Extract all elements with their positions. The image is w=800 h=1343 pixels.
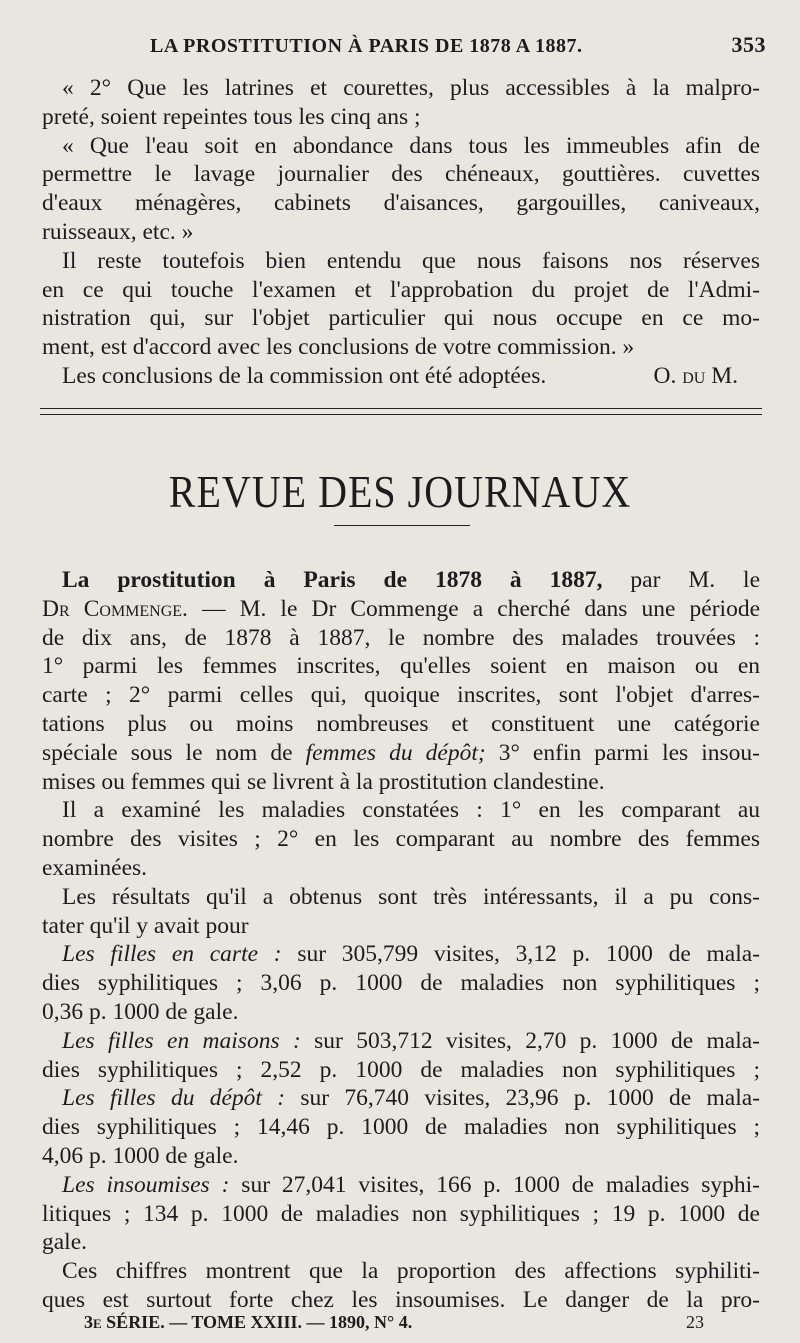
double-rule-bottom: [40, 414, 762, 415]
text-line: tations plus ou moins nombreuses et constituent une catégorie: [42, 710, 760, 737]
stat-label: Les filles en maisons :: [62, 1027, 301, 1054]
article-author: Dr Commenge.: [42, 595, 188, 622]
stat-label: Les filles en carte :: [62, 941, 282, 968]
conclusion-text: Les conclusions de la commission ont été adoptées.: [62, 362, 547, 389]
text-segment: spéciale sous le nom de: [42, 739, 293, 766]
text-line: Ces chiffres montrent que la proportion des affections syphiliti-: [62, 1258, 760, 1285]
text-line: ques est surtout forte chez les insoumises. Le danger de la pro-: [42, 1286, 760, 1313]
text-segment: 3° enfin parmi les insou-: [498, 739, 760, 766]
text-line: examinées.: [42, 854, 148, 881]
text-line: en ce qui touche l'examen et l'approbation du projet de l'Admi-: [42, 276, 760, 303]
text-line: dies syphilitiques ; 3,06 p. 1000 de maladies non syphilitiques ;: [42, 970, 760, 997]
text-line: nombre des visites ; 2° en les comparant au nombre des femmes: [42, 826, 760, 853]
text-line: Il a examiné les maladies constatées : 1° en les comparant au: [62, 797, 760, 824]
text-line: tater qu'il y avait pour: [42, 912, 249, 939]
article-title-line: [42, 566, 760, 595]
text-line-depot: [42, 739, 760, 768]
text-line: d'eaux ménagères, cabinets d'aisances, gargouilles, caniveaux,: [42, 190, 760, 217]
double-rule-top: [40, 408, 762, 409]
page-number: 353: [731, 32, 766, 57]
stat-first-line: [42, 1171, 760, 1200]
text-line: dies syphilitiques ; 14,46 p. 1000 de maladies non syphilitiques ;: [42, 1114, 760, 1141]
conclusion-line: [42, 362, 760, 391]
text-line: nistration qui, sur l'objet particulier qui nous occupe en ce mo-: [42, 305, 760, 332]
running-header: [60, 32, 766, 58]
text-line: 1° parmi les femmes inscrites, qu'elles soient en maison ou en: [42, 653, 760, 680]
text-line: 4,06 p. 1000 de gale.: [42, 1142, 239, 1169]
stat-first-line: [42, 1084, 760, 1113]
text-line: preté, soient repeintes tous les cinq ans ;: [42, 103, 421, 130]
section-title: REVUE DES JOURNAUX: [168, 465, 632, 518]
running-title: LA PROSTITUTION À PARIS DE 1878 A 1887.: [150, 35, 583, 57]
text-block-top: [42, 74, 760, 391]
article-title: La prostitution à Paris de 1878 à 1887,: [62, 567, 603, 593]
text-line: Il reste toutefois bien entendu que nous faisons nos réserves: [62, 247, 760, 274]
italic-term: femmes du dépôt;: [305, 739, 486, 766]
text-line: ruisseaux, etc. »: [42, 218, 194, 245]
stat-text: sur 27,041 visites, 166 p. 1000 de maladies syphi-: [241, 1171, 760, 1198]
text-line: ment, est d'accord avec les conclusions de votre commission. »: [42, 334, 635, 361]
article: [42, 566, 760, 1315]
text-line: mises ou femmes qui se livrent à la prostitution clandestine.: [42, 768, 605, 795]
signature: O. du M.: [653, 362, 738, 389]
text-line: gale.: [42, 1229, 88, 1256]
stat-text: sur 305,799 visites, 3,12 p. 1000 de mala-: [297, 941, 760, 968]
stat-first-line: [42, 1027, 760, 1056]
title-underline: [334, 525, 470, 526]
text-line: carte ; 2° parmi celles qui, quoique inscrites, sont l'objet d'arres-: [42, 682, 760, 709]
stat-text: sur 76,740 visites, 23,96 p. 1000 de mala-: [300, 1085, 760, 1112]
text-line: litiques ; 134 p. 1000 de maladies non syphilitiques ; 19 p. 1000 de: [42, 1200, 760, 1227]
text-line: dies syphilitiques ; 2,52 p. 1000 de maladies non syphilitiques ;: [42, 1056, 760, 1083]
text-line: « 2° Que les latrines et courettes, plus accessibles à la malpro-: [62, 75, 760, 101]
text-line: permettre le lavage journalier des chéneaux, gouttières. cuvettes: [42, 161, 760, 188]
text-line: « Que l'eau soit en abondance dans tous les immeubles afin de: [62, 132, 760, 159]
page-footer: [84, 1312, 704, 1333]
article-author-line: [42, 595, 760, 624]
text-line: — M. le Dr Commenge a cherché dans une période: [202, 595, 760, 622]
stat-label: Les filles du dépôt :: [62, 1085, 286, 1112]
text-line: Les résultats qu'il a obtenus sont très intéressants, il a pu cons-: [62, 883, 760, 910]
signature-mark: 23: [686, 1312, 704, 1332]
series-info: 3e SÉRIE. — TOME XXIII. — 1890, N° 4.: [84, 1312, 413, 1332]
text-line: de dix ans, de 1878 à 1887, le nombre des malades trouvées :: [42, 624, 760, 651]
stat-text: sur 503,712 visites, 2,70 p. 1000 de mala-: [314, 1027, 760, 1054]
stat-first-line: [42, 940, 760, 969]
article-byline: par M. le: [630, 567, 760, 593]
text-line: 0,36 p. 1000 de gale.: [42, 998, 239, 1025]
stat-label: Les insoumises :: [62, 1171, 230, 1198]
